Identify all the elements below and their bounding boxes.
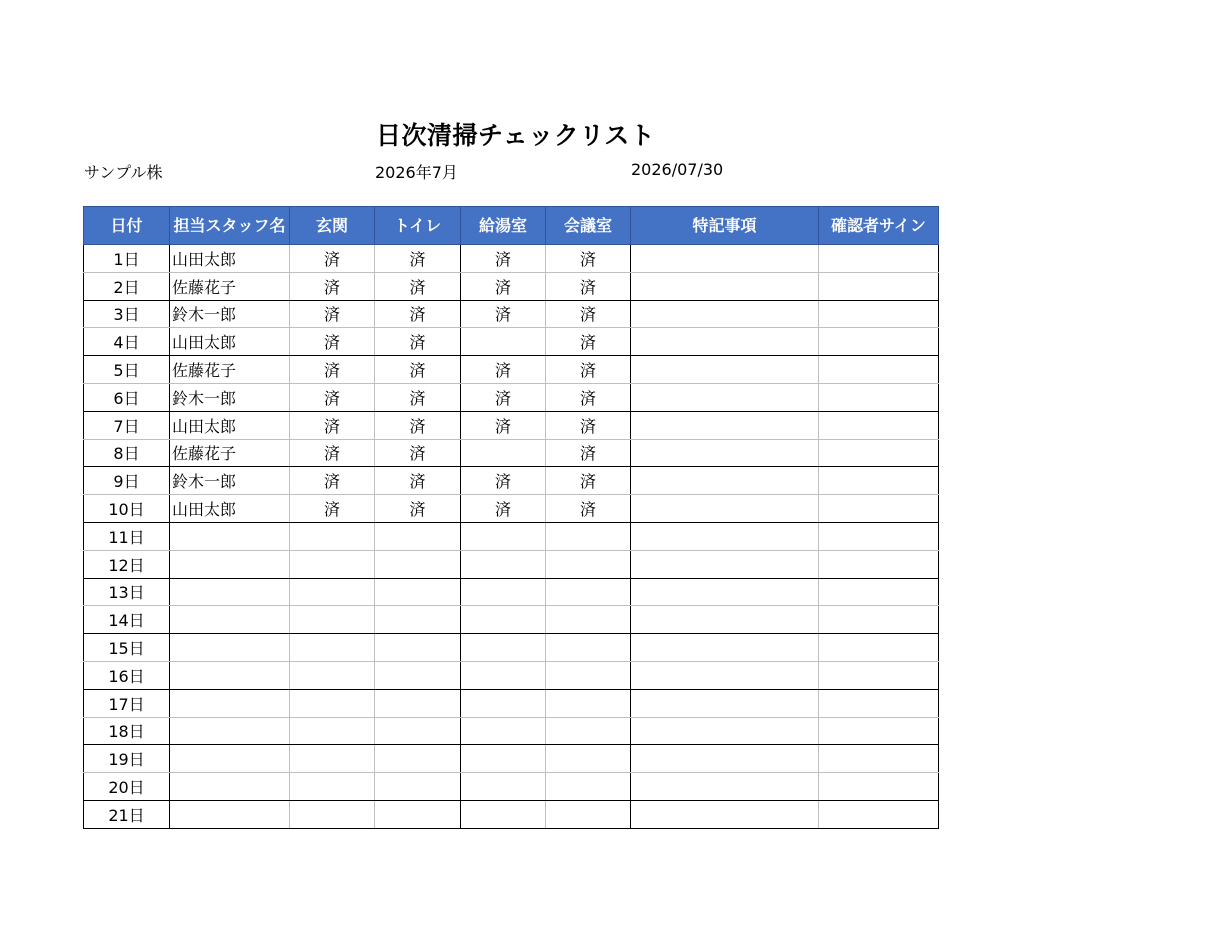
col-header-toilet: トイレ	[375, 207, 461, 245]
cell-toilet[interactable]	[375, 606, 461, 634]
cell-sign[interactable]	[819, 773, 939, 801]
cell-kitchen[interactable]	[461, 439, 546, 467]
date-label: 2026/07/30	[631, 160, 724, 179]
table-row	[84, 661, 939, 689]
cell-notes[interactable]	[631, 745, 819, 773]
cell-notes[interactable]	[631, 272, 819, 300]
table-row	[84, 773, 939, 801]
cell-sign[interactable]	[819, 328, 939, 356]
cell-meeting-room[interactable]	[546, 522, 631, 550]
cell-staff[interactable]	[170, 634, 290, 662]
cell-meeting-room[interactable]	[546, 634, 631, 662]
cell-staff[interactable]	[170, 578, 290, 606]
table-row	[84, 300, 939, 328]
cell-entrance[interactable]: 済	[290, 439, 375, 467]
cell-toilet[interactable]	[375, 800, 461, 828]
cell-toilet[interactable]: 済	[375, 467, 461, 495]
cell-kitchen[interactable]	[461, 550, 546, 578]
cell-meeting-room[interactable]: 済	[546, 383, 631, 411]
table-header	[84, 207, 939, 245]
cell-entrance[interactable]: 済	[290, 272, 375, 300]
cell-staff[interactable]	[170, 550, 290, 578]
col-header-entrance: 玄関	[290, 207, 375, 245]
cell-notes[interactable]	[631, 522, 819, 550]
cell-meeting-room[interactable]: 済	[546, 356, 631, 384]
cell-sign[interactable]	[819, 467, 939, 495]
cell-day[interactable]: 14日	[84, 606, 170, 634]
cell-entrance[interactable]: 済	[290, 245, 375, 273]
cell-staff[interactable]: 佐藤花子	[170, 439, 290, 467]
cell-entrance[interactable]	[290, 634, 375, 662]
cell-staff[interactable]	[170, 773, 290, 801]
cell-notes[interactable]	[631, 439, 819, 467]
cell-day[interactable]: 15日	[84, 634, 170, 662]
cell-toilet[interactable]	[375, 773, 461, 801]
cell-sign[interactable]	[819, 300, 939, 328]
cell-staff[interactable]	[170, 800, 290, 828]
cell-meeting-room[interactable]	[546, 606, 631, 634]
cell-staff[interactable]: 山田太郎	[170, 328, 290, 356]
cell-staff[interactable]	[170, 661, 290, 689]
cell-sign[interactable]	[819, 689, 939, 717]
cell-kitchen[interactable]	[461, 661, 546, 689]
table-body	[84, 245, 939, 829]
cell-toilet[interactable]: 済	[375, 328, 461, 356]
table-row	[84, 328, 939, 356]
cell-kitchen[interactable]: 済	[461, 383, 546, 411]
cell-sign[interactable]	[819, 439, 939, 467]
cell-meeting-room[interactable]	[546, 578, 631, 606]
cell-notes[interactable]	[631, 328, 819, 356]
cell-notes[interactable]	[631, 578, 819, 606]
cell-sign[interactable]	[819, 272, 939, 300]
cell-day[interactable]: 19日	[84, 745, 170, 773]
cell-entrance[interactable]	[290, 773, 375, 801]
cell-toilet[interactable]	[375, 550, 461, 578]
cell-toilet[interactable]: 済	[375, 383, 461, 411]
cell-kitchen[interactable]	[461, 578, 546, 606]
cell-notes[interactable]	[631, 383, 819, 411]
cell-meeting-room[interactable]	[546, 689, 631, 717]
cell-entrance[interactable]: 済	[290, 467, 375, 495]
cell-staff[interactable]: 佐藤花子	[170, 272, 290, 300]
col-header-staff: 担当スタッフ名	[170, 207, 290, 245]
table-row	[84, 634, 939, 662]
cell-notes[interactable]	[631, 467, 819, 495]
cell-kitchen[interactable]	[461, 773, 546, 801]
month-label: 2026年7月	[375, 163, 458, 182]
cell-toilet[interactable]: 済	[375, 300, 461, 328]
header-row	[84, 207, 939, 245]
cell-toilet[interactable]	[375, 522, 461, 550]
cell-kitchen[interactable]	[461, 717, 546, 745]
cell-toilet[interactable]	[375, 661, 461, 689]
cell-staff[interactable]	[170, 522, 290, 550]
cell-sign[interactable]	[819, 578, 939, 606]
table-row	[84, 800, 939, 828]
cell-sign[interactable]	[819, 634, 939, 662]
cell-sign[interactable]	[819, 800, 939, 828]
cell-notes[interactable]	[631, 356, 819, 384]
cell-entrance[interactable]	[290, 578, 375, 606]
cell-kitchen[interactable]: 済	[461, 411, 546, 439]
cell-toilet[interactable]	[375, 745, 461, 773]
cell-staff[interactable]	[170, 689, 290, 717]
cell-meeting-room[interactable]	[546, 800, 631, 828]
cell-toilet[interactable]: 済	[375, 439, 461, 467]
cell-toilet[interactable]: 済	[375, 356, 461, 384]
cell-meeting-room[interactable]: 済	[546, 328, 631, 356]
table-row	[84, 439, 939, 467]
cell-kitchen[interactable]	[461, 328, 546, 356]
cell-meeting-room[interactable]	[546, 745, 631, 773]
cell-sign[interactable]	[819, 383, 939, 411]
cell-day[interactable]: 16日	[84, 661, 170, 689]
table-row	[84, 245, 939, 273]
page-title: 日次清掃チェックリスト	[376, 121, 656, 150]
cell-meeting-room[interactable]	[546, 550, 631, 578]
cell-meeting-room[interactable]: 済	[546, 495, 631, 523]
cell-kitchen[interactable]: 済	[461, 272, 546, 300]
cell-staff[interactable]: 鈴木一郎	[170, 467, 290, 495]
table-row	[84, 467, 939, 495]
cell-entrance[interactable]	[290, 800, 375, 828]
cell-staff[interactable]: 佐藤花子	[170, 356, 290, 384]
cell-sign[interactable]	[819, 745, 939, 773]
col-header-kitchen: 給湯室	[461, 207, 546, 245]
cell-day[interactable]: 21日	[84, 800, 170, 828]
cell-day[interactable]: 8日	[84, 439, 170, 467]
table-row	[84, 495, 939, 523]
cell-entrance[interactable]: 済	[290, 411, 375, 439]
table-row	[84, 383, 939, 411]
cell-meeting-room[interactable]	[546, 773, 631, 801]
cell-staff[interactable]: 山田太郎	[170, 245, 290, 273]
table-row	[84, 606, 939, 634]
cell-meeting-room[interactable]: 済	[546, 467, 631, 495]
cell-toilet[interactable]	[375, 634, 461, 662]
cell-kitchen[interactable]: 済	[461, 245, 546, 273]
cell-entrance[interactable]	[290, 522, 375, 550]
cell-kitchen[interactable]	[461, 606, 546, 634]
cell-entrance[interactable]	[290, 689, 375, 717]
cell-sign[interactable]	[819, 550, 939, 578]
cell-notes[interactable]	[631, 689, 819, 717]
col-header-notes: 特記事項	[631, 207, 819, 245]
cell-notes[interactable]	[631, 300, 819, 328]
cell-sign[interactable]	[819, 356, 939, 384]
cell-kitchen[interactable]: 済	[461, 300, 546, 328]
cell-day[interactable]: 7日	[84, 411, 170, 439]
cell-meeting-room[interactable]: 済	[546, 411, 631, 439]
cell-entrance[interactable]: 済	[290, 356, 375, 384]
cell-sign[interactable]	[819, 522, 939, 550]
cell-meeting-room[interactable]: 済	[546, 245, 631, 273]
cell-notes[interactable]	[631, 606, 819, 634]
cell-day[interactable]: 18日	[84, 717, 170, 745]
cell-day[interactable]: 2日	[84, 272, 170, 300]
cell-entrance[interactable]	[290, 661, 375, 689]
col-header-sign: 確認者サイン	[819, 207, 939, 245]
cell-day[interactable]: 6日	[84, 383, 170, 411]
cell-day[interactable]: 17日	[84, 689, 170, 717]
cell-toilet[interactable]: 済	[375, 495, 461, 523]
cell-entrance[interactable]	[290, 745, 375, 773]
cell-entrance[interactable]	[290, 717, 375, 745]
cell-kitchen[interactable]	[461, 800, 546, 828]
cell-meeting-room[interactable]	[546, 717, 631, 745]
cell-kitchen[interactable]	[461, 745, 546, 773]
cell-day[interactable]: 11日	[84, 522, 170, 550]
cell-sign[interactable]	[819, 245, 939, 273]
cell-entrance[interactable]: 済	[290, 300, 375, 328]
cell-staff[interactable]: 山田太郎	[170, 411, 290, 439]
cell-toilet[interactable]	[375, 578, 461, 606]
cell-notes[interactable]	[631, 717, 819, 745]
cell-toilet[interactable]: 済	[375, 245, 461, 273]
col-header-date: 日付	[84, 207, 170, 245]
cell-entrance[interactable]	[290, 606, 375, 634]
cell-entrance[interactable]: 済	[290, 495, 375, 523]
cell-sign[interactable]	[819, 606, 939, 634]
cell-staff[interactable]: 山田太郎	[170, 495, 290, 523]
cell-day[interactable]: 1日	[84, 245, 170, 273]
cleaning-checklist-table	[83, 206, 939, 829]
cell-notes[interactable]	[631, 661, 819, 689]
cell-day[interactable]: 4日	[84, 328, 170, 356]
cell-sign[interactable]	[819, 661, 939, 689]
cell-day[interactable]: 10日	[84, 495, 170, 523]
cell-day[interactable]: 13日	[84, 578, 170, 606]
cell-kitchen[interactable]: 済	[461, 495, 546, 523]
cell-sign[interactable]	[819, 717, 939, 745]
table-row	[84, 550, 939, 578]
cell-kitchen[interactable]: 済	[461, 356, 546, 384]
cell-kitchen[interactable]	[461, 689, 546, 717]
cell-staff[interactable]	[170, 717, 290, 745]
cell-notes[interactable]	[631, 411, 819, 439]
cell-day[interactable]: 20日	[84, 773, 170, 801]
col-header-meeting-room: 会議室	[546, 207, 631, 245]
company-name: サンプル株	[84, 163, 163, 182]
table-row	[84, 522, 939, 550]
cell-meeting-room[interactable]	[546, 661, 631, 689]
cell-staff[interactable]: 鈴木一郎	[170, 383, 290, 411]
table-row	[84, 356, 939, 384]
cell-day[interactable]: 3日	[84, 300, 170, 328]
cell-kitchen[interactable]	[461, 522, 546, 550]
cell-toilet[interactable]	[375, 689, 461, 717]
cell-toilet[interactable]	[375, 717, 461, 745]
cell-toilet[interactable]: 済	[375, 272, 461, 300]
cell-entrance[interactable]	[290, 550, 375, 578]
cell-notes[interactable]	[631, 634, 819, 662]
cell-kitchen[interactable]: 済	[461, 467, 546, 495]
cell-notes[interactable]	[631, 245, 819, 273]
cell-meeting-room[interactable]: 済	[546, 272, 631, 300]
cell-sign[interactable]	[819, 495, 939, 523]
cell-notes[interactable]	[631, 800, 819, 828]
cell-notes[interactable]	[631, 773, 819, 801]
cell-notes[interactable]	[631, 495, 819, 523]
cell-staff[interactable]: 鈴木一郎	[170, 300, 290, 328]
table-row	[84, 717, 939, 745]
cell-staff[interactable]	[170, 745, 290, 773]
table-row	[84, 745, 939, 773]
cell-day[interactable]: 9日	[84, 467, 170, 495]
cell-day[interactable]: 12日	[84, 550, 170, 578]
table-row	[84, 578, 939, 606]
cell-day[interactable]: 5日	[84, 356, 170, 384]
cell-meeting-room[interactable]: 済	[546, 300, 631, 328]
cell-meeting-room[interactable]: 済	[546, 439, 631, 467]
cell-sign[interactable]	[819, 411, 939, 439]
cell-kitchen[interactable]	[461, 634, 546, 662]
cell-entrance[interactable]: 済	[290, 328, 375, 356]
table-row	[84, 411, 939, 439]
cell-notes[interactable]	[631, 550, 819, 578]
cell-entrance[interactable]: 済	[290, 383, 375, 411]
table-row	[84, 689, 939, 717]
table-row	[84, 272, 939, 300]
cell-toilet[interactable]: 済	[375, 411, 461, 439]
cell-staff[interactable]	[170, 606, 290, 634]
